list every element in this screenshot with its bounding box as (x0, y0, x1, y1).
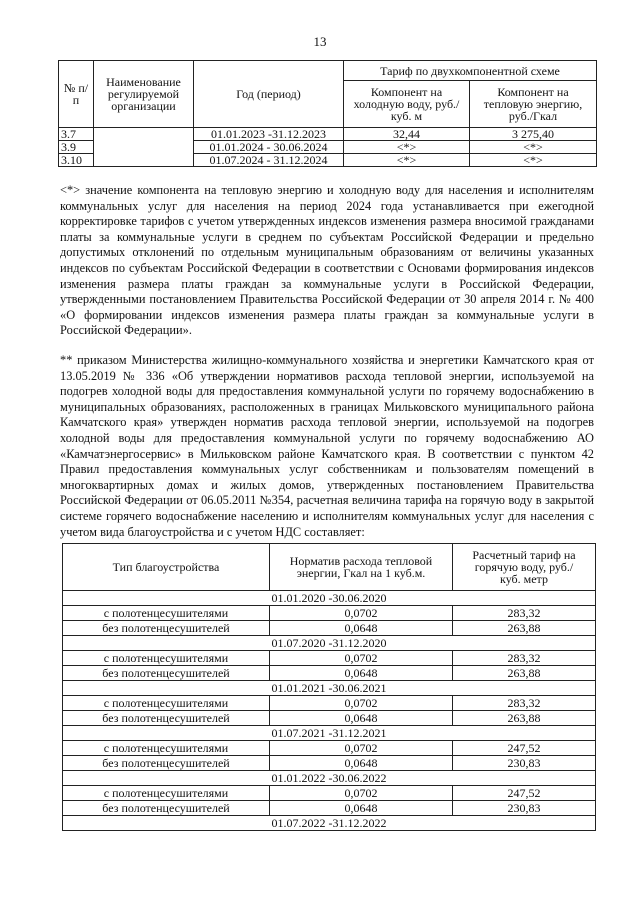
period-row (63, 636, 596, 651)
row-heat: <*> (470, 154, 597, 167)
row-norm: 0,0702 (270, 651, 453, 666)
text-line: платы за коммунальные услуги в среднем по субъектам Российской Федерации и предельно (60, 229, 594, 244)
row-heat: <*> (470, 141, 597, 154)
header-org: Наименование регулируемой организации (94, 61, 194, 128)
row-tariff: 283,32 (453, 651, 596, 666)
row-period: 01.01.2024 - 30.06.2024 (194, 141, 344, 154)
row-tariff: 283,32 (453, 606, 596, 621)
header-period: Год (период) (194, 61, 344, 128)
period-row (63, 591, 596, 606)
note-single-asterisk (60, 183, 594, 339)
row-norm: 0,0702 (270, 606, 453, 621)
row-org (94, 128, 194, 167)
row-tariff: 230,83 (453, 801, 596, 816)
text-line: изменения размера платы граждан за коммунальные услуги в Российской Федерации, (60, 276, 594, 291)
row-type: с полотенцесушителями (63, 741, 270, 756)
row-cold: <*> (344, 141, 470, 154)
table-row (63, 801, 596, 816)
page-number: 13 (313, 34, 327, 49)
header-num: № п/п (59, 61, 94, 128)
period-label: 01.07.2022 -31.12.2022 (63, 816, 596, 831)
period-row (63, 816, 596, 831)
row-norm: 0,0648 (270, 711, 453, 726)
text-line: коммунальных услуг для населения на период 2024 года устанавливается при ежегодной (60, 198, 594, 213)
header-tariff: Расчетный тариф на горячую воду, руб./куб. метр (453, 544, 596, 591)
row-cold: 32,44 (344, 128, 470, 141)
note-double-asterisk (60, 353, 594, 540)
row-norm: 0,0702 (270, 741, 453, 756)
header-heat: Компонент на тепловую энергию, руб./Гкал (470, 81, 597, 128)
text-line: учетом вида благоустройства и с учетом НДС составляет: (60, 524, 365, 539)
table-row (59, 128, 597, 141)
row-tariff: 247,52 (453, 786, 596, 801)
row-cold: <*> (344, 154, 470, 167)
text-line: ** приказом Министерства жилищно-коммунального хозяйства и энергетики Камчатского края от (60, 353, 594, 367)
text-line: системе горячего водоснабжение населению и исполнителям коммунальных услуг для населения с (60, 508, 594, 523)
row-tariff: 263,88 (453, 666, 596, 681)
row-norm: 0,0648 (270, 801, 453, 816)
text-line: подогрев холодной воды для предоставления коммунальной услуги по горячему водоснабжению в (60, 384, 594, 399)
table-row (63, 741, 596, 756)
text-line: Правил предоставления коммунальных услуг собственникам и пользователям помещений в (60, 462, 594, 477)
table-row (63, 711, 596, 726)
row-norm: 0,0702 (270, 696, 453, 711)
row-type: с полотенцесушителями (63, 786, 270, 801)
text-line: утвержденными постановлением Правительства Российской Федерации от 30 апреля 2014 г. № 400 (60, 292, 594, 307)
text-line: Камчатского края» утвержден норматив расхода тепловой энергии, используемой на подогрев (60, 415, 594, 430)
period-label: 01.07.2020 -31.12.2020 (63, 636, 596, 651)
text-line: допустимых отклонений по отдельным муниципальным образованиям от величины указанных (60, 245, 594, 260)
header-norm: Норматив расхода тепловой энергии, Гкал на 1 куб.м. (270, 544, 453, 591)
table-row (63, 786, 596, 801)
table-row (63, 651, 596, 666)
period-row (63, 771, 596, 786)
text-line: «О формировании индексов изменения размера платы граждан за коммунальные услуги в (60, 307, 594, 322)
two-component-tariff-table (58, 60, 597, 167)
row-norm: 0,0702 (270, 786, 453, 801)
row-num: 3.10 (59, 154, 94, 167)
row-type: с полотенцесушителями (63, 696, 270, 711)
row-num: 3.9 (59, 141, 94, 154)
row-tariff: 263,88 (453, 711, 596, 726)
period-row (63, 681, 596, 696)
row-type: без полотенцесушителей (63, 621, 270, 636)
table-row (63, 621, 596, 636)
text-line: <*> значение компонента на тепловую энергию и холодную воду для населения и исполнителям (60, 183, 594, 197)
table-row (63, 756, 596, 771)
period-label: 01.01.2022 -30.06.2022 (63, 771, 596, 786)
row-heat: 3 275,40 (470, 128, 597, 141)
header-tariff-group: Тариф по двухкомпонентной схеме (344, 61, 597, 81)
table-row (63, 666, 596, 681)
row-tariff: 230,83 (453, 756, 596, 771)
text-line: 13.05.2019 № 336 «Об утверждении нормативов расхода тепловой энергии, используемой на (60, 368, 594, 383)
row-norm: 0,0648 (270, 756, 453, 771)
row-tariff: 247,52 (453, 741, 596, 756)
header-cold: Компонент на холодную воду, руб./куб. м (344, 81, 470, 128)
period-label: 01.01.2021 -30.06.2021 (63, 681, 596, 696)
text-line: холодной воды для предоставления коммунальной услуги по горячему водоснабжению АО (60, 430, 594, 445)
row-type: с полотенцесушителями (63, 606, 270, 621)
row-type: без полотенцесушителей (63, 756, 270, 771)
table-row (63, 696, 596, 711)
row-tariff: 283,32 (453, 696, 596, 711)
row-type: без полотенцесушителей (63, 801, 270, 816)
text-line: индексов по субъектам Российской Федерации в соответствии с Основами формирования индексов (60, 260, 594, 275)
text-line: Российской Федерации от 06.05.2011 №354, расчетная величина тарифа на горячую воду в закрытой (60, 493, 594, 508)
row-type: без полотенцесушителей (63, 711, 270, 726)
row-tariff: 263,88 (453, 621, 596, 636)
text-line: многоквартирных домах и жилых домов, утвержденных постановлением Правительства (60, 477, 594, 492)
text-line: корректировке тарифов с учетом утвержденных индексов изменения размера вносимой гражданами (60, 214, 594, 229)
period-label: 01.01.2020 -30.06.2020 (63, 591, 596, 606)
text-line: «Камчатэнергосервис» в Мильковском районе Камчатского края. В соответствии с пунктом 42 (60, 446, 594, 461)
hot-water-tariff-table (62, 543, 596, 831)
row-norm: 0,0648 (270, 666, 453, 681)
row-type: с полотенцесушителями (63, 651, 270, 666)
row-period: 01.01.2023 -31.12.2023 (194, 128, 344, 141)
row-norm: 0,0648 (270, 621, 453, 636)
text-line: Российской Федерации». (60, 323, 192, 338)
row-num: 3.7 (59, 128, 94, 141)
row-period: 01.07.2024 - 31.12.2024 (194, 154, 344, 167)
period-label: 01.07.2021 -31.12.2021 (63, 726, 596, 741)
text-line: муниципальных образованиях, расположенных в границах Мильковского муниципального района (60, 399, 594, 414)
period-row (63, 726, 596, 741)
header-type: Тип благоустройства (63, 544, 270, 591)
table-row (63, 606, 596, 621)
row-type: без полотенцесушителей (63, 666, 270, 681)
